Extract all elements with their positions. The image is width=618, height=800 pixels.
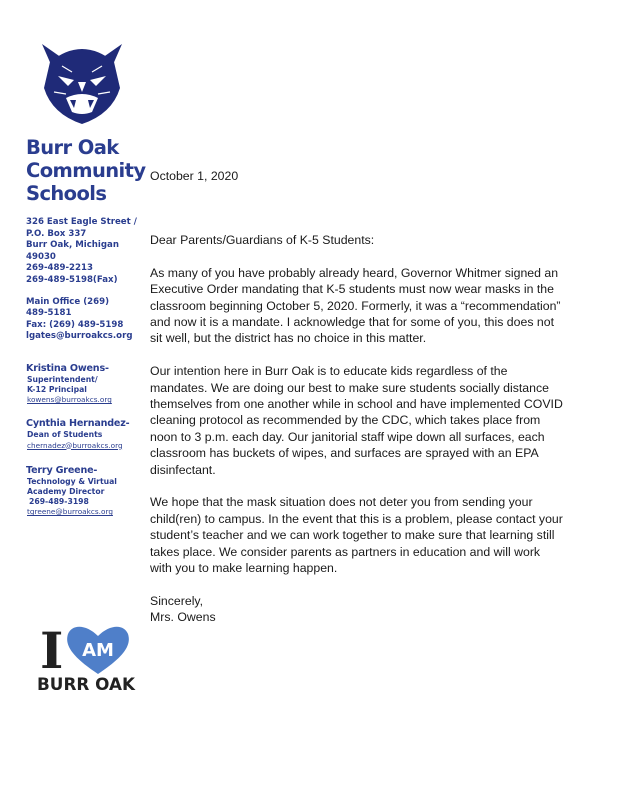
staff-title: Dean of Students bbox=[27, 430, 103, 440]
letter-closing: Sincerely, bbox=[150, 593, 204, 608]
staff-email-link[interactable]: kowens@burroakcs.org bbox=[27, 395, 112, 405]
wildcat-mascot-icon bbox=[32, 36, 132, 126]
staff-title: Technology & Virtual Academy Director bbox=[27, 476, 117, 496]
staff-title: Superintendent/ K-12 Principal bbox=[27, 374, 98, 395]
letter-date: October 1, 2020 bbox=[150, 169, 239, 183]
logo-am-text: AM bbox=[82, 640, 114, 661]
school-address: 326 East Eagle Street / P.O. Box 337 Burr Oak, Michigan 49030 269-489-2213 269-489-5198(Fax) bbox=[26, 217, 137, 285]
staff-entry bbox=[26, 363, 148, 405]
sidebar bbox=[26, 36, 148, 517]
staff-email-link[interactable]: chernadez@burroakcs.org bbox=[27, 440, 123, 450]
main-office-contact: Main Office (269) 489-5181 Fax: (269) 489-5198 lgates@burroakcs.org bbox=[26, 296, 133, 342]
letter-paragraph: Our intention here in Burr Oak is to educate kids regardless of the mandates. We are doing our best to make sure students socially distance themselves from one another while in school and have implemented COVID cleaning protocol as recommended by the CDC, which takes place from noon to 3 p.m. each day. Our janitorial staff wipe down all surfaces, each classroom has buckets of wipes, and surfaces are sprayed with an EPA disinfectant. bbox=[150, 364, 563, 477]
staff-name: Kristina Owens- bbox=[26, 362, 109, 374]
letter-body bbox=[150, 168, 590, 626]
staff-email-link[interactable]: tgreene@burroakcs.org bbox=[27, 507, 113, 517]
staff-name: Terry Greene- bbox=[26, 464, 98, 476]
i-am-burr-oak-logo bbox=[34, 620, 138, 692]
staff-entry bbox=[26, 465, 148, 518]
staff-entry bbox=[26, 418, 148, 450]
school-name: Burr Oak Community Schools bbox=[26, 136, 146, 205]
letter-paragraph: We hope that the mask situation does not deter you from sending your child(ren) to campus. In the event that this is a problem, please contact your student’s teacher and we can work together to make sure that learning still takes place. We consider parents as partners in education and will work with you to make learning happen. bbox=[150, 495, 563, 576]
staff-phone: 269-489-3198 bbox=[29, 496, 89, 506]
letter-paragraph: As many of you have probably already heard, Governor Whitmer signed an Executive Order mandating that K-5 students must now wear masks in the classroom beginning October 5, 2020. Formerly, it was a “recommendation” and now it is a mandate. I acknowledge that for some of you, this does not sit well, but the district has no choice in this matter. bbox=[150, 265, 561, 346]
logo-burr-oak-text: BURR OAK bbox=[37, 675, 136, 692]
letter-greeting: Dear Parents/Guardians of K-5 Students: bbox=[150, 233, 375, 248]
staff-name: Cynthia Hernandez- bbox=[26, 418, 130, 430]
letter-signature: Mrs. Owens bbox=[150, 610, 216, 625]
logo-i-text: I bbox=[40, 621, 64, 680]
